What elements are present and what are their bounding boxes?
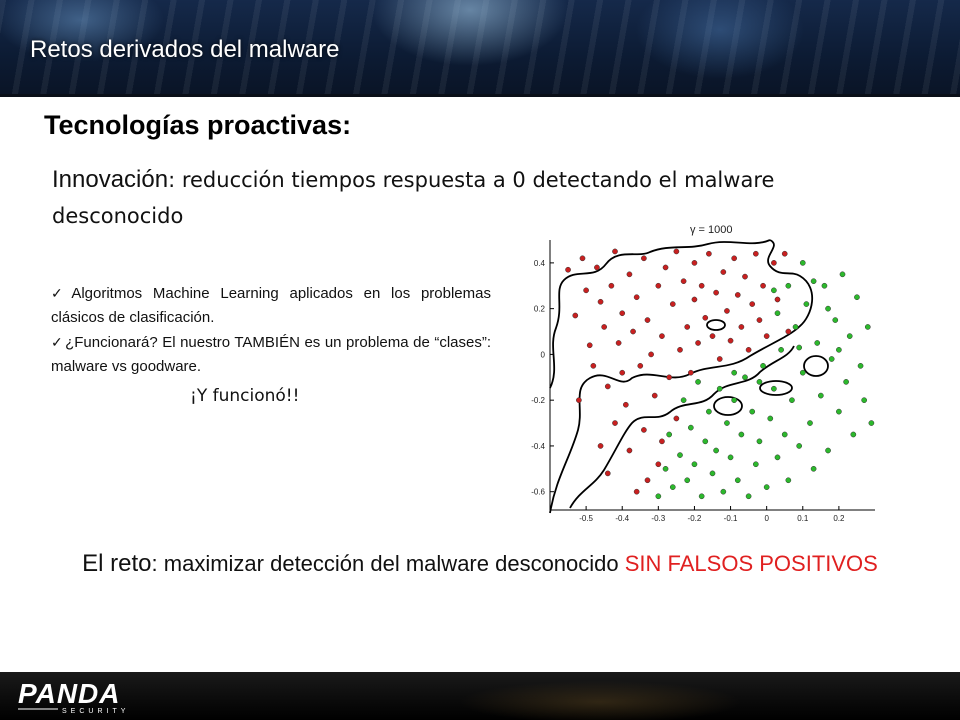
- malware-point: [641, 256, 646, 261]
- goodware-point: [667, 432, 672, 437]
- goodware-point: [789, 398, 794, 403]
- decision-boundary: [550, 240, 828, 513]
- malware-point: [616, 340, 621, 345]
- goodware-point: [825, 306, 830, 311]
- malware-point: [674, 416, 679, 421]
- goodware-point: [844, 379, 849, 384]
- svm-decision-boundary-plot: [520, 218, 880, 523]
- malware-point: [692, 260, 697, 265]
- x-tick-label: 0.2: [833, 514, 845, 523]
- goodware-point: [688, 425, 693, 430]
- malware-point: [742, 274, 747, 279]
- goodware-point: [732, 370, 737, 375]
- panda-security-logo: [18, 676, 168, 716]
- malware-point: [649, 352, 654, 357]
- footer-bar: [0, 672, 960, 720]
- bullet-item: [51, 330, 491, 379]
- malware-point: [757, 317, 762, 322]
- bullet-list: [51, 281, 491, 379]
- goodware-point: [858, 363, 863, 368]
- goodware-point: [833, 317, 838, 322]
- challenge-highlight: SIN FALSOS POSITIVOS: [624, 551, 878, 576]
- malware-point: [645, 317, 650, 322]
- goodware-point: [840, 272, 845, 277]
- goodware-point: [699, 494, 704, 499]
- goodware-point: [742, 375, 747, 380]
- goodware-point: [771, 386, 776, 391]
- malware-point: [627, 272, 632, 277]
- goodware-point: [695, 379, 700, 384]
- malware-point: [775, 297, 780, 302]
- challenge-statement: [80, 545, 880, 583]
- malware-point: [612, 249, 617, 254]
- goodware-point: [685, 478, 690, 483]
- goodware-point: [836, 409, 841, 414]
- svg-text:SECURITY: SECURITY: [62, 708, 130, 715]
- x-tick-label: 0: [764, 514, 769, 523]
- goodware-point: [732, 398, 737, 403]
- malware-point: [717, 356, 722, 361]
- y-tick-label: 0.2: [533, 304, 545, 314]
- bullet-text: Algoritmos Machine Learning aplicados en los problemas clásicos de clasificación.: [51, 285, 491, 326]
- header-banner: [0, 0, 960, 95]
- result-text: ¡Y funcionó!!: [190, 386, 300, 406]
- chart-title: γ = 1000: [690, 224, 733, 236]
- scatter-points: [565, 249, 874, 499]
- goodware-point: [714, 448, 719, 453]
- malware-point: [710, 334, 715, 339]
- x-tick-label: -0.3: [651, 514, 666, 523]
- goodware-point: [797, 443, 802, 448]
- malware-point: [656, 283, 661, 288]
- malware-point: [695, 340, 700, 345]
- slide-header-title: Retos derivados del malware: [30, 36, 340, 63]
- goodware-point: [865, 324, 870, 329]
- goodware-point: [847, 334, 852, 339]
- malware-point: [634, 295, 639, 300]
- innovation-lead: Innovación: [52, 166, 169, 193]
- malware-point: [721, 269, 726, 274]
- goodware-point: [804, 301, 809, 306]
- goodware-point: [815, 340, 820, 345]
- goodware-point: [797, 345, 802, 350]
- malware-point: [645, 478, 650, 483]
- goodware-point: [739, 432, 744, 437]
- malware-point: [663, 265, 668, 270]
- malware-point: [630, 329, 635, 334]
- malware-point: [681, 279, 686, 284]
- goodware-point: [854, 295, 859, 300]
- goodware-point: [768, 416, 773, 421]
- malware-point: [714, 290, 719, 295]
- goodware-point: [836, 347, 841, 352]
- goodware-point: [862, 398, 867, 403]
- goodware-point: [782, 432, 787, 437]
- malware-point: [753, 251, 758, 256]
- malware-point: [739, 324, 744, 329]
- goodware-point: [750, 409, 755, 414]
- goodware-point: [775, 311, 780, 316]
- goodware-point: [670, 485, 675, 490]
- goodware-point: [717, 386, 722, 391]
- malware-point: [732, 256, 737, 261]
- goodware-point: [793, 324, 798, 329]
- goodware-point: [677, 452, 682, 457]
- goodware-point: [753, 462, 758, 467]
- goodware-point: [760, 363, 765, 368]
- malware-point: [677, 347, 682, 352]
- malware-point: [692, 297, 697, 302]
- malware-point: [634, 489, 639, 494]
- goodware-point: [779, 347, 784, 352]
- goodware-point: [800, 260, 805, 265]
- malware-point: [670, 301, 675, 306]
- bullet-item: [51, 281, 491, 330]
- malware-point: [699, 283, 704, 288]
- malware-point: [724, 308, 729, 313]
- malware-point: [641, 427, 646, 432]
- goodware-point: [681, 398, 686, 403]
- malware-point: [605, 471, 610, 476]
- goodware-point: [825, 448, 830, 453]
- goodware-point: [811, 279, 816, 284]
- goodware-point: [706, 409, 711, 414]
- goodware-point: [775, 455, 780, 460]
- y-tick-label: -0.4: [531, 441, 545, 451]
- goodware-point: [710, 471, 715, 476]
- malware-point: [602, 324, 607, 329]
- malware-point: [609, 283, 614, 288]
- malware-point: [580, 256, 585, 261]
- malware-point: [659, 439, 664, 444]
- goodware-point: [728, 455, 733, 460]
- malware-point: [688, 370, 693, 375]
- x-tick-label: 0.1: [797, 514, 809, 523]
- check-icon: ✓: [51, 334, 64, 350]
- malware-point: [620, 370, 625, 375]
- malware-point: [627, 448, 632, 453]
- plot-axes: [531, 240, 875, 523]
- goodware-point: [786, 283, 791, 288]
- malware-point: [652, 393, 657, 398]
- goodware-point: [663, 466, 668, 471]
- malware-point: [587, 343, 592, 348]
- malware-point: [565, 267, 570, 272]
- goodware-point: [703, 439, 708, 444]
- challenge-lead: El reto: [82, 550, 152, 577]
- malware-point: [620, 311, 625, 316]
- header-divider: [0, 94, 960, 97]
- malware-point: [771, 260, 776, 265]
- malware-point: [576, 398, 581, 403]
- y-tick-label: 0.4: [533, 258, 545, 268]
- bullet-text: ¿Funcionará? El nuestro TAMBIÉN es un problema de “clases”: malware vs goodware.: [51, 334, 492, 375]
- section-title: Tecnologías proactivas:: [44, 110, 352, 140]
- goodware-point: [735, 478, 740, 483]
- goodware-point: [851, 432, 856, 437]
- malware-point: [760, 283, 765, 288]
- goodware-point: [811, 466, 816, 471]
- x-tick-label: -0.1: [723, 514, 738, 523]
- x-tick-label: -0.5: [579, 514, 594, 523]
- goodware-point: [746, 494, 751, 499]
- goodware-point: [757, 379, 762, 384]
- malware-point: [703, 315, 708, 320]
- x-tick-label: -0.2: [687, 514, 702, 523]
- goodware-point: [829, 356, 834, 361]
- malware-point: [598, 299, 603, 304]
- malware-point: [594, 265, 599, 270]
- goodware-point: [869, 420, 874, 425]
- malware-point: [786, 329, 791, 334]
- malware-point: [728, 338, 733, 343]
- x-tick-label: -0.4: [615, 514, 630, 523]
- goodware-point: [800, 370, 805, 375]
- goodware-point: [818, 393, 823, 398]
- malware-point: [782, 251, 787, 256]
- goodware-point: [656, 494, 661, 499]
- y-tick-label: -0.6: [531, 487, 545, 497]
- malware-point: [656, 462, 661, 467]
- y-tick-label: -0.2: [531, 396, 545, 406]
- malware-point: [685, 324, 690, 329]
- malware-point: [750, 301, 755, 306]
- malware-point: [667, 375, 672, 380]
- goodware-point: [786, 478, 791, 483]
- goodware-point: [692, 462, 697, 467]
- goodware-point: [757, 439, 762, 444]
- check-icon: ✓: [51, 285, 70, 301]
- goodware-point: [822, 283, 827, 288]
- goodware-point: [721, 489, 726, 494]
- goodware-point: [807, 420, 812, 425]
- malware-point: [746, 347, 751, 352]
- malware-point: [573, 313, 578, 318]
- malware-point: [706, 251, 711, 256]
- malware-point: [659, 334, 664, 339]
- malware-point: [674, 249, 679, 254]
- malware-point: [764, 334, 769, 339]
- malware-point: [591, 363, 596, 368]
- malware-point: [612, 420, 617, 425]
- challenge-text: : maximizar detección del malware desconocido: [151, 551, 625, 576]
- malware-point: [735, 292, 740, 297]
- innovation-text: : reducción tiempos respuesta a 0 detectando el malware desconocido: [52, 168, 775, 228]
- malware-point: [584, 288, 589, 293]
- malware-point: [605, 384, 610, 389]
- malware-point: [598, 443, 603, 448]
- malware-point: [638, 363, 643, 368]
- svg-text:PANDA: PANDA: [18, 678, 121, 709]
- goodware-point: [764, 485, 769, 490]
- malware-point: [623, 402, 628, 407]
- y-tick-label: 0: [540, 350, 545, 360]
- goodware-point: [724, 420, 729, 425]
- goodware-point: [771, 288, 776, 293]
